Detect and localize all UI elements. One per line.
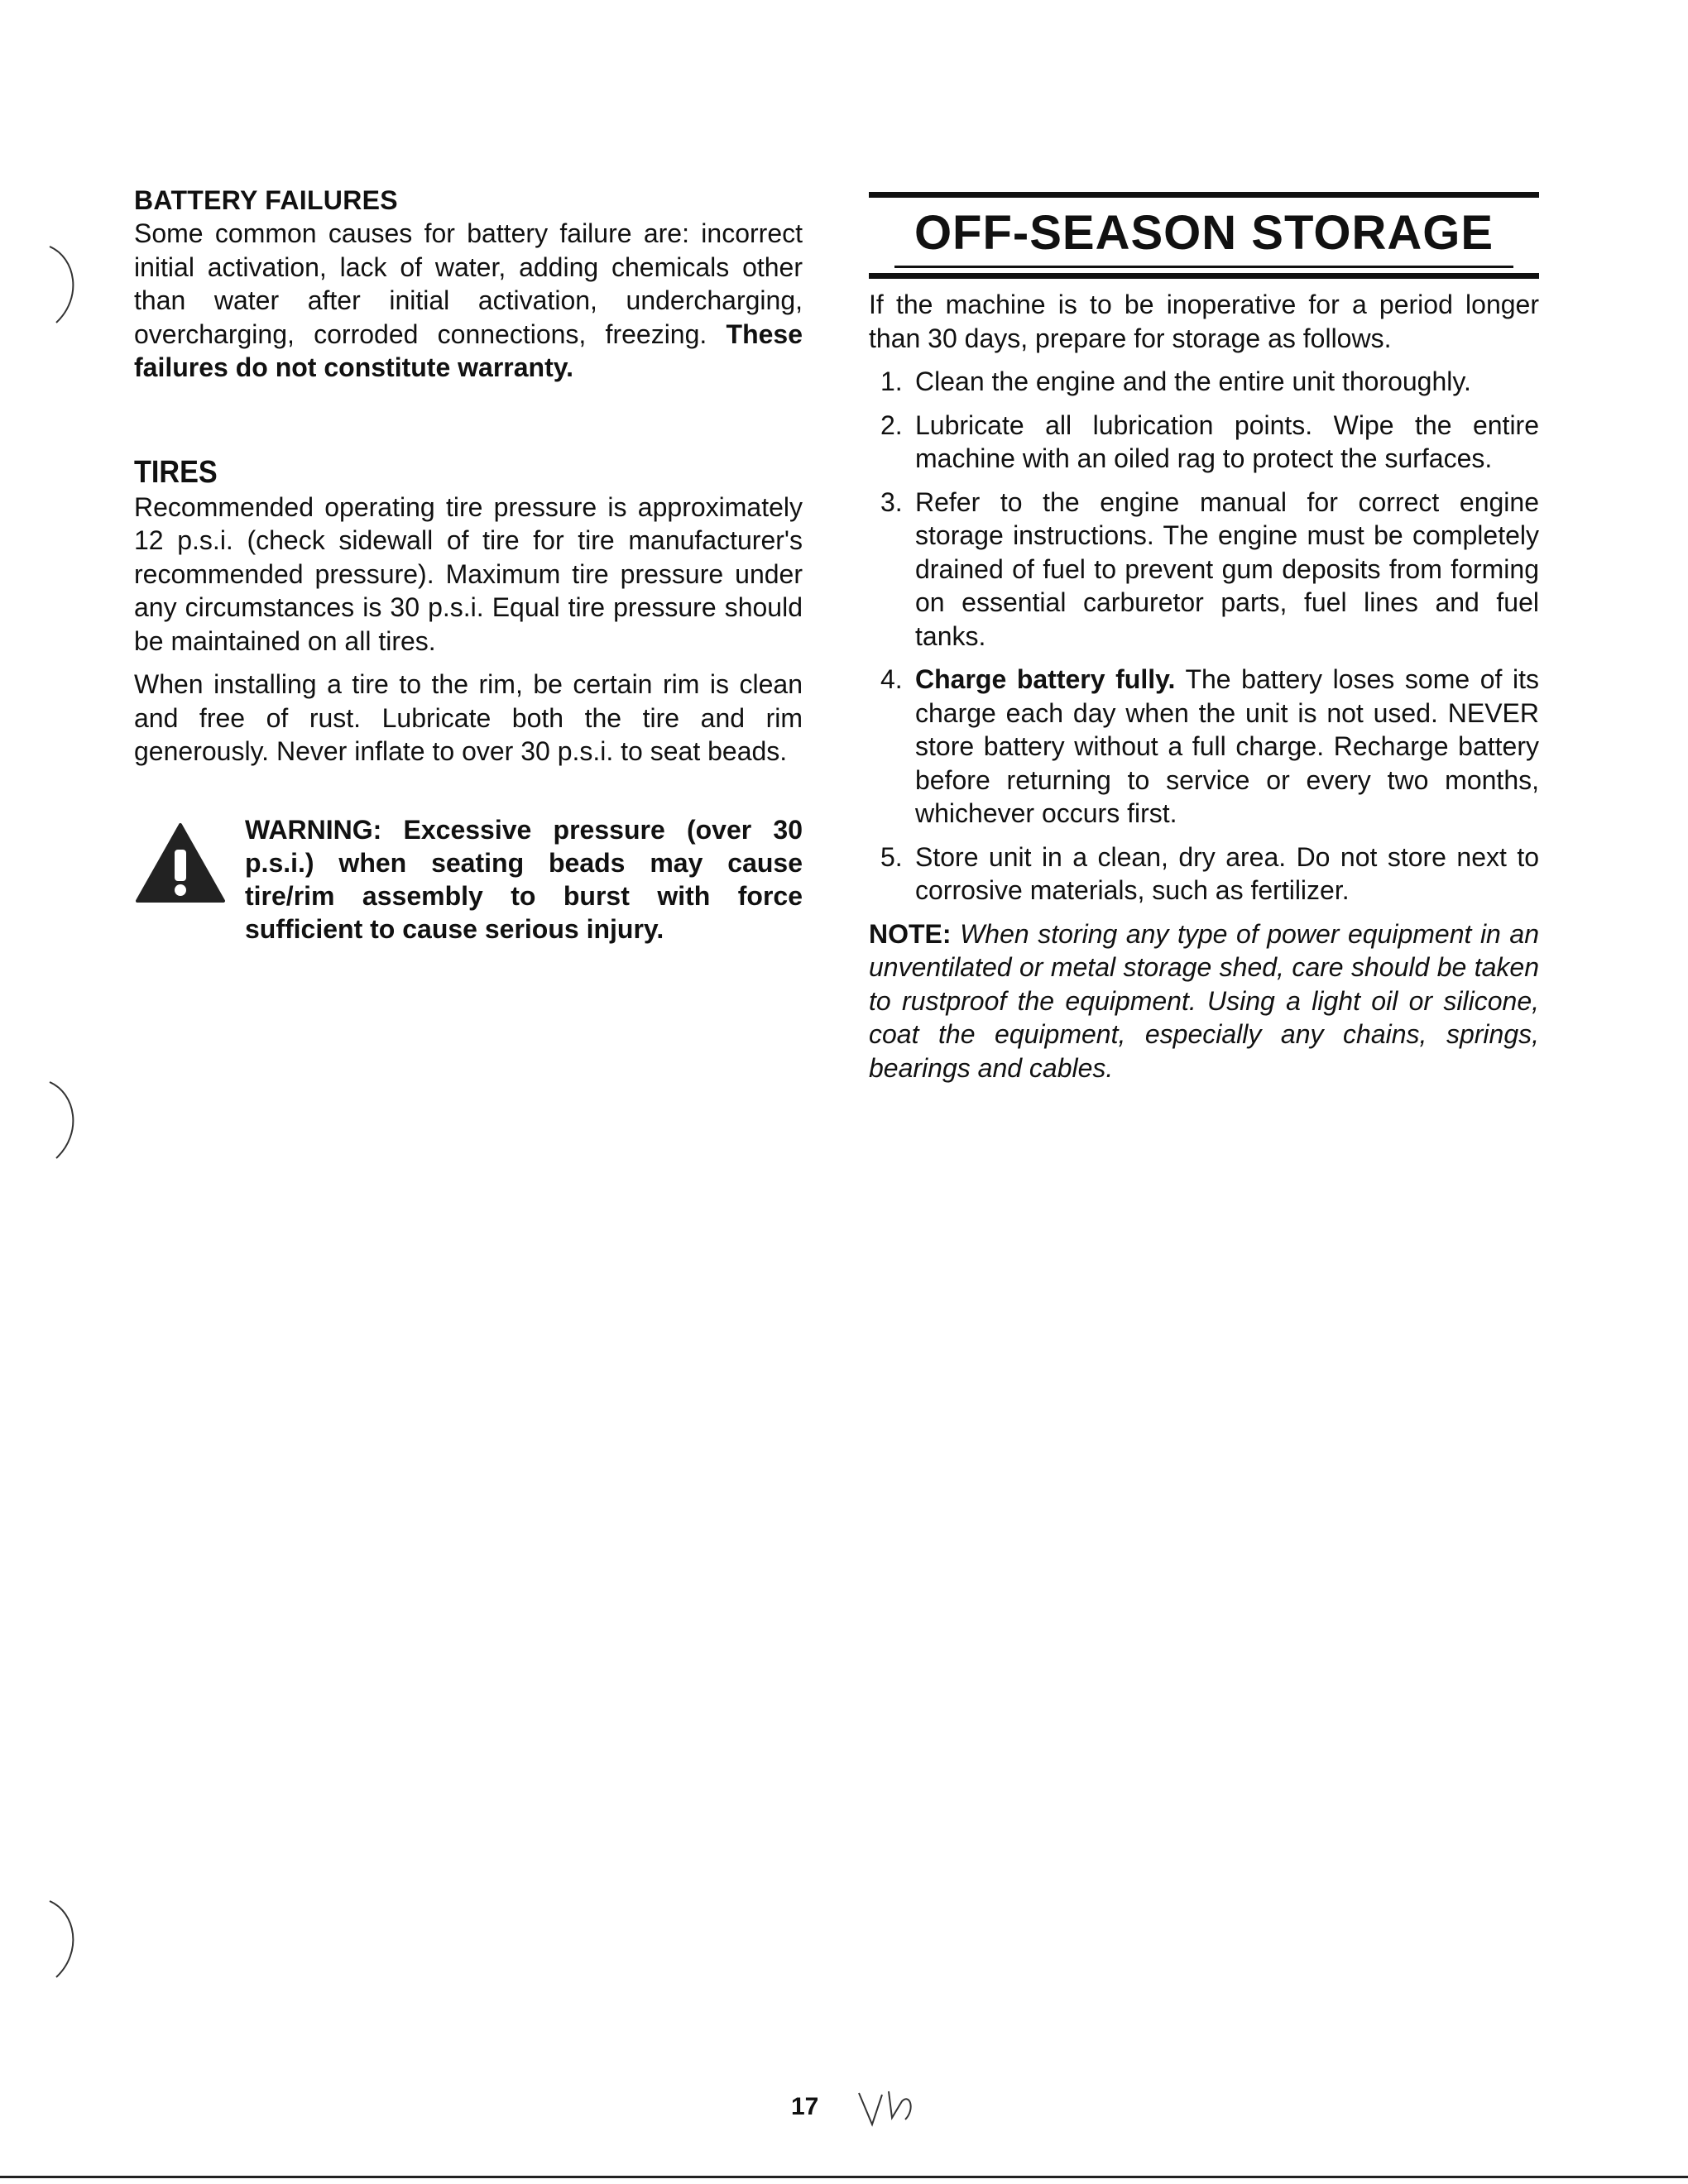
storage-step: [869, 663, 1539, 831]
page-bottom-rule: [0, 2176, 1688, 2178]
tires-heading: TIRES: [134, 454, 218, 490]
storage-steps-list: [869, 365, 1539, 908]
left-column: [134, 184, 803, 946]
title-bottom-rule: [869, 273, 1539, 279]
right-column: [869, 288, 1539, 1085]
binder-hole-mark-icon: [33, 1894, 91, 1985]
tires-paragraph-1: Recommended operating tire pressure is approximately 12 p.s.i. (check sidewall of tire for tire manufacturer's recommended pressure). Maximum tire pressure under any circumstances is 30 p.s.i. Equal tire pressure should be maintained on all tires.: [134, 491, 803, 656]
storage-note: [869, 917, 1539, 1085]
battery-failures-body: Some common causes for battery failure are: incorrect initial activation, lack of water, adding chemicals other than water after initial activation, undercharging, overcharging, corroded connections, freezing.: [134, 218, 803, 349]
storage-step: [869, 486, 1539, 654]
step-bold-text: Charge battery fully.: [915, 664, 1176, 694]
step-text: The battery loses some of its charge each day when the unit is not used. NEVER store battery without a full charge. Recharge battery before returning to service or every two months, whichever occurs first.: [915, 664, 1540, 828]
step-number: 3.: [880, 486, 903, 517]
storage-intro: If the machine is to be inoperative for a period longer than 30 days, prepare for storage as follows.: [869, 290, 1539, 353]
binder-hole-mark-icon: [33, 240, 91, 331]
step-number: 5.: [880, 841, 903, 872]
step-number: 1.: [880, 366, 903, 396]
step-text: Refer to the engine manual for correct engine storage instructions. The engine must be completely drained of fuel to prevent gum deposits from forming on essential carburetor parts, fuel lines and fuel tanks.: [915, 486, 1539, 651]
step-text: Store unit in a clean, dry area. Do not store next to corrosive materials, such as fertilizer.: [915, 841, 1539, 905]
handwritten-initials-icon: [852, 2076, 952, 2134]
warning-triangle-icon: [134, 821, 227, 904]
binder-hole-mark-icon: [33, 1075, 91, 1166]
step-number: 4.: [880, 664, 903, 694]
storage-step: [869, 365, 1539, 399]
tire-warning: [134, 813, 803, 946]
note-label: NOTE:: [869, 918, 952, 949]
storage-step: [869, 841, 1539, 908]
step-number: 2.: [880, 410, 903, 440]
step-text: Lubricate all lubrication points. Wipe the entire machine with an oiled rag to protect the surfaces.: [915, 410, 1539, 473]
title-top-rule: [869, 192, 1539, 198]
battery-failures-text: [134, 217, 803, 385]
off-season-storage-header: [869, 192, 1539, 279]
off-season-storage-title: OFF-SEASON STORAGE: [894, 201, 1513, 268]
storage-step: [869, 409, 1539, 476]
tires-paragraph-2: When installing a tire to the rim, be certain rim is clean and free of rust. Lubricate both the tire and rim generously. Never inflate to over 30 p.s.i. to seat beads.: [134, 669, 803, 766]
battery-failures-warranty: These failures do not constitute warranty.: [134, 318, 803, 382]
page-number: 17: [791, 2093, 819, 2120]
battery-failures-heading: BATTERY FAILURES: [134, 185, 398, 215]
page-title: [869, 201, 1539, 268]
note-text: When storing any type of power equipment in an unventilated or metal storage shed, care should be taken to rustproof the equipment. Using a light oil or silicone, coat the equipment, especially any chains, springs, bearings and cables.: [869, 918, 1539, 1083]
tire-warning-text: WARNING: Excessive pressure (over 30 p.s.i.) when seating beads may cause tire/rim assembly to burst with force sufficient to cause serious injury.: [245, 814, 803, 944]
step-text: Clean the engine and the entire unit thoroughly.: [915, 366, 1471, 396]
